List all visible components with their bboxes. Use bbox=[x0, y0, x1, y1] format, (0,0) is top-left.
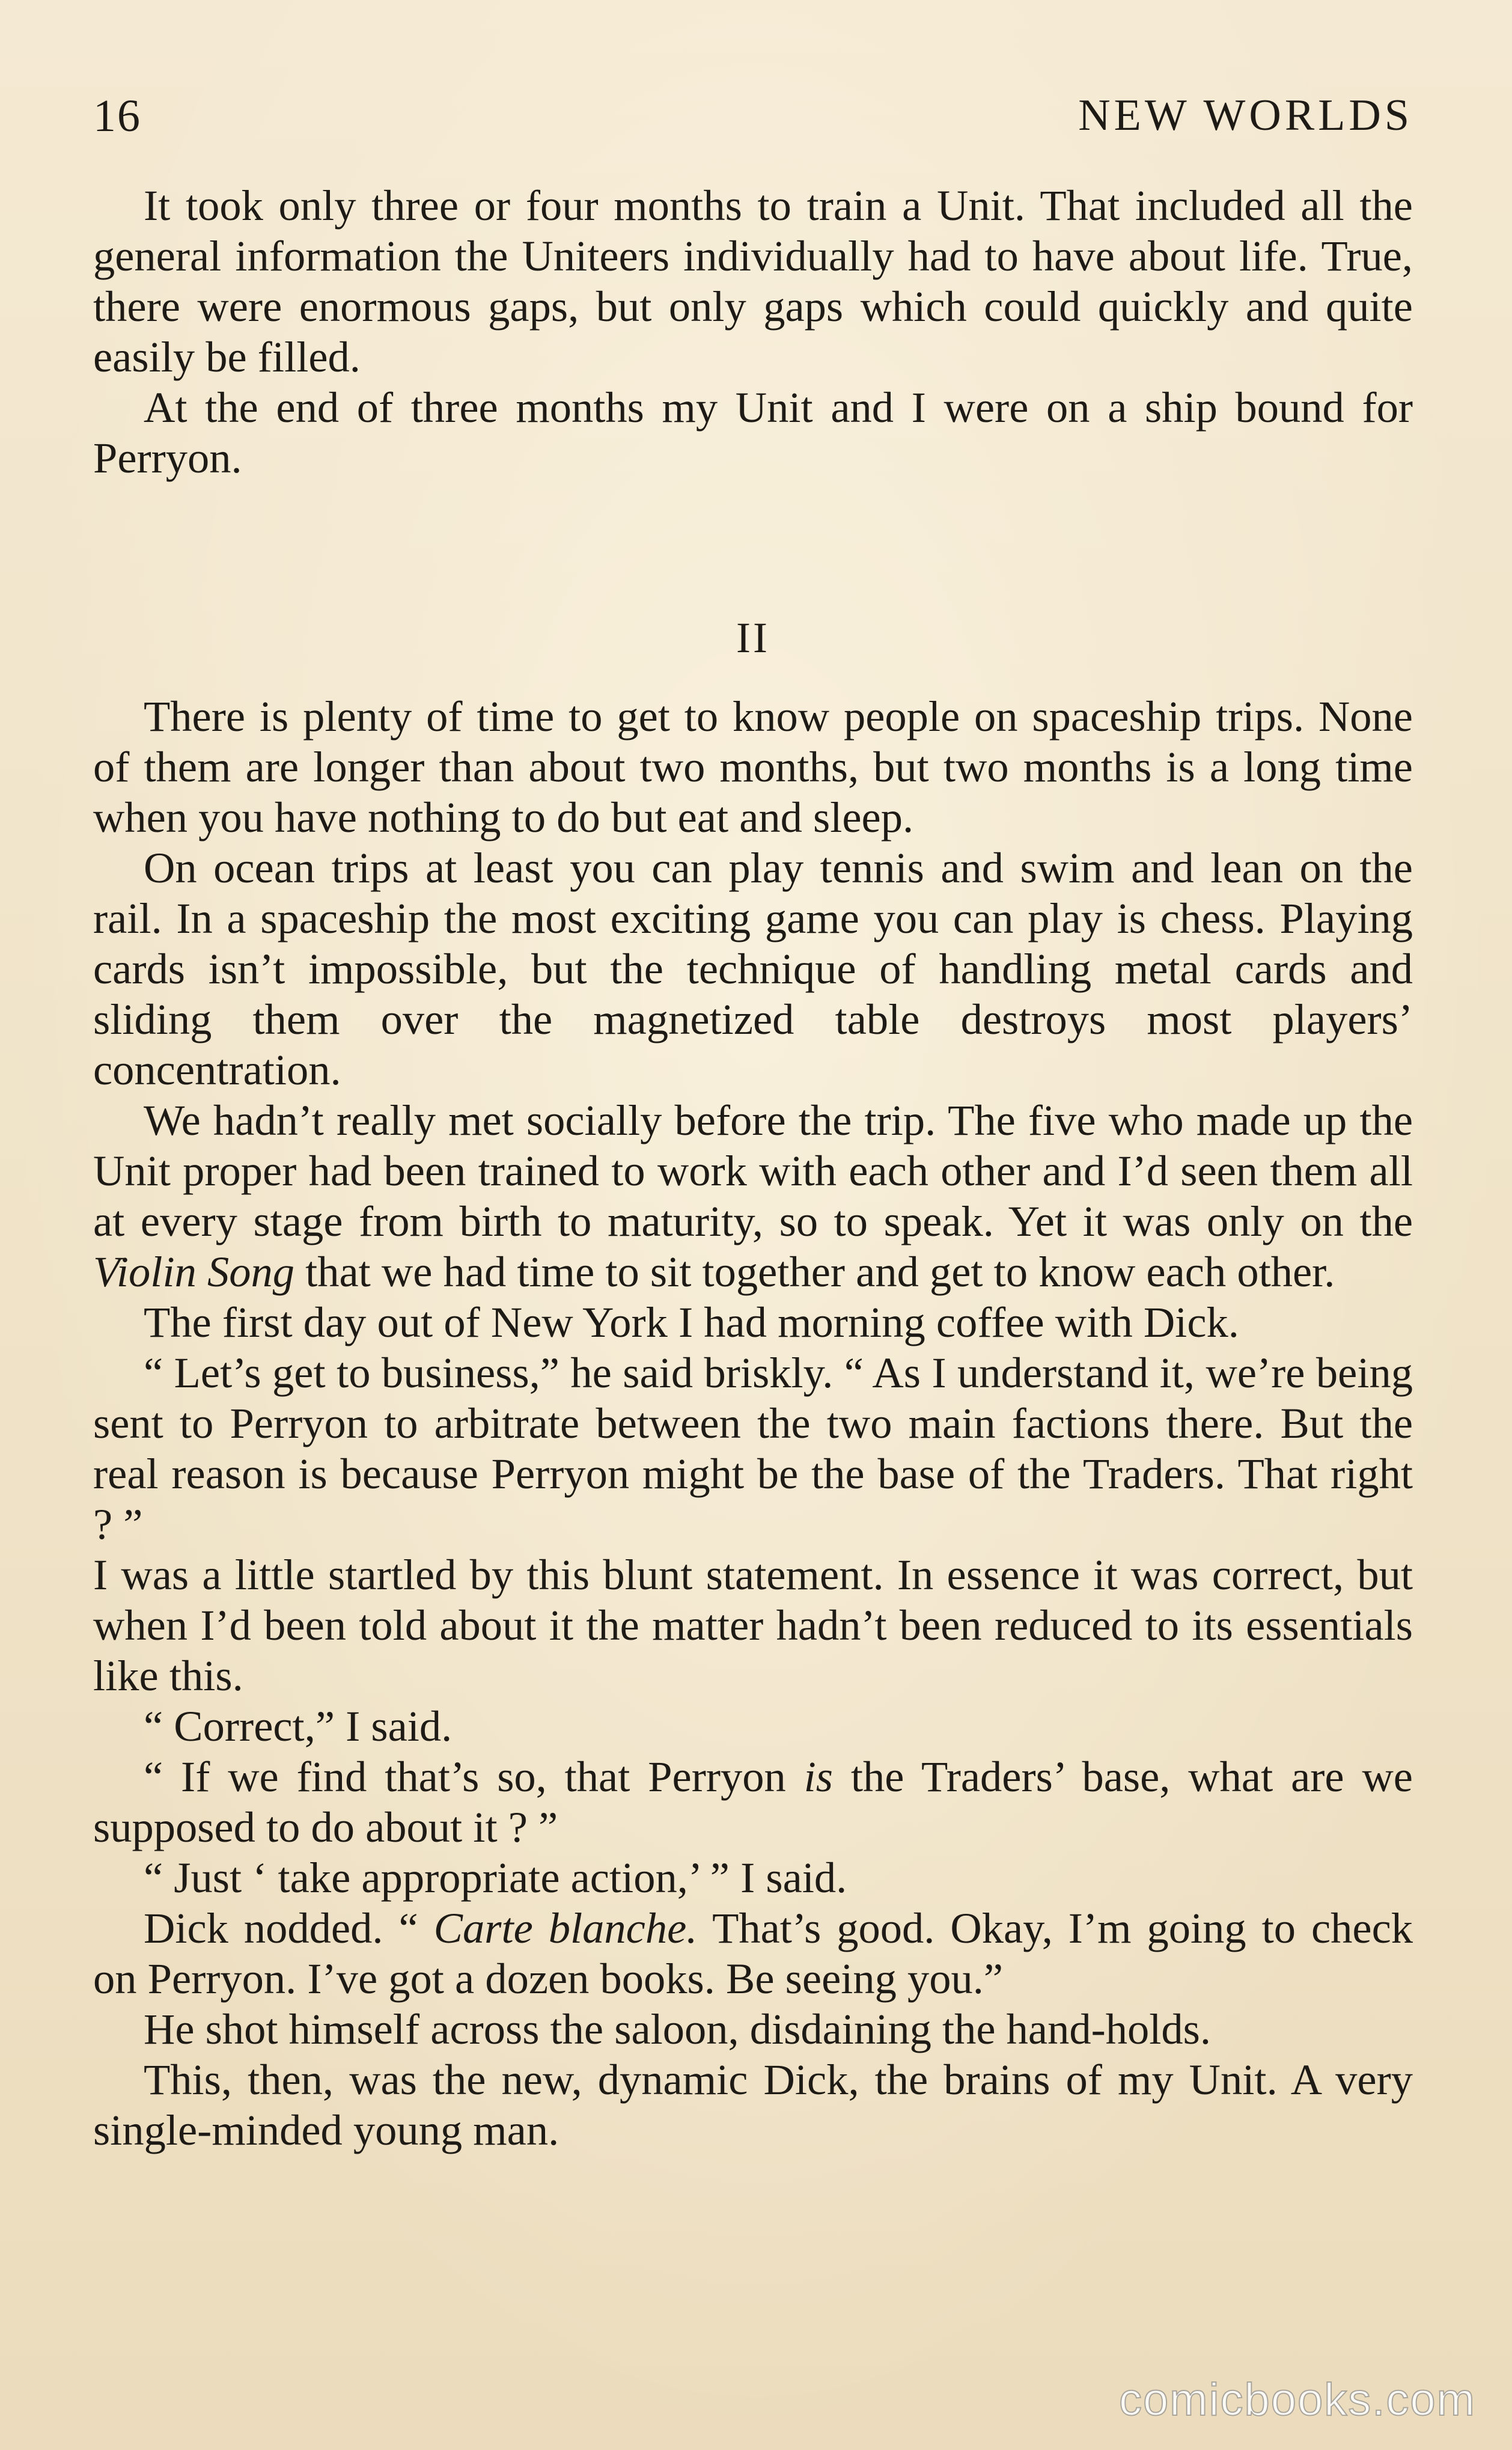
paragraph: “ Let’s get to business,” he said briskly. “ As I understand it, we’re being sent to Perryon to arbitrate between the two main factions there. But the real reason is because Perryon might be the base of the Traders. That right ? ” bbox=[93, 1348, 1413, 1548]
paragraph: On ocean trips at least you can play tennis and swim and lean on the rail. In a spaceship the most exciting game you can play is chess. Playing cards isn’t impossible, but the technique of handling metal cards and sliding them over the magnetized table destroys most players’ concentration. bbox=[93, 843, 1413, 1094]
paragraph: This, then, was the new, dynamic Dick, the brains of my Unit. A very single-minded young man. bbox=[93, 2055, 1413, 2154]
paragraph: “ Just ‘ take appropriate action,’ ” I said. bbox=[144, 1853, 847, 1902]
emphasis: is bbox=[803, 1752, 833, 1801]
text-span: that we had time to sit together and get to know each other. bbox=[294, 1247, 1335, 1296]
paragraph: There is plenty of time to get to know people on spaceship trips. None of them are longer than about two months, but two months is a long time when you have nothing to do but eat and sleep. bbox=[93, 692, 1413, 842]
text-span: Dick nodded. “ bbox=[144, 1904, 434, 1952]
section-heading: II bbox=[736, 614, 770, 662]
section-one-text bbox=[93, 180, 1413, 483]
paragraph: I was a little startled by this blunt statement. In essence it was correct, but when I’d been told about it the matter hadn’t been reduced to its essentials like this. bbox=[93, 1550, 1413, 1700]
paragraph: “ Correct,” I said. bbox=[144, 1702, 453, 1750]
paragraph bbox=[93, 1903, 1413, 2004]
paragraph: At the end of three months my Unit and I were on a ship bound for Perryon. bbox=[93, 383, 1413, 482]
paragraph: It took only three or four months to train a Unit. That included all the general information the Uniteers individually had to have about life. True, there were enormous gaps, but only gaps which could quickly and quite easily be filled. bbox=[93, 181, 1413, 381]
paragraph: The first day out of New York I had morning coffee with Dick. bbox=[144, 1298, 1239, 1346]
text-span: the Traders’ base, what are we supposed to do about it ? ” bbox=[93, 1752, 1413, 1851]
ship-name: Violin Song bbox=[93, 1247, 294, 1296]
watermark: comicbooks.com bbox=[1119, 2374, 1476, 2425]
section-two-text bbox=[93, 691, 1413, 2155]
foreign-phrase: Carte blanche. bbox=[433, 1904, 698, 1952]
text-span: We hadn’t really met socially before the trip. The five who made up the Unit proper had been trained to work with each other and I’d seen them all at every stage from birth to maturity, so to speak. Yet it was only on the bbox=[93, 1096, 1413, 1245]
page-number: 16 bbox=[93, 91, 141, 141]
running-title: NEW WORLDS bbox=[1078, 91, 1413, 140]
text-span: “ If we find that’s so, that Perryon bbox=[144, 1752, 804, 1801]
text-span: That’s good. Okay, I’m going to check on Perryon. I’ve got a dozen books. Be seeing you.” bbox=[93, 1904, 1413, 2003]
paragraph bbox=[93, 1752, 1413, 1853]
paragraph bbox=[93, 1095, 1413, 1297]
page-header bbox=[93, 90, 1413, 156]
paragraph: He shot himself across the saloon, disdaining the hand-holds. bbox=[144, 2005, 1211, 2053]
